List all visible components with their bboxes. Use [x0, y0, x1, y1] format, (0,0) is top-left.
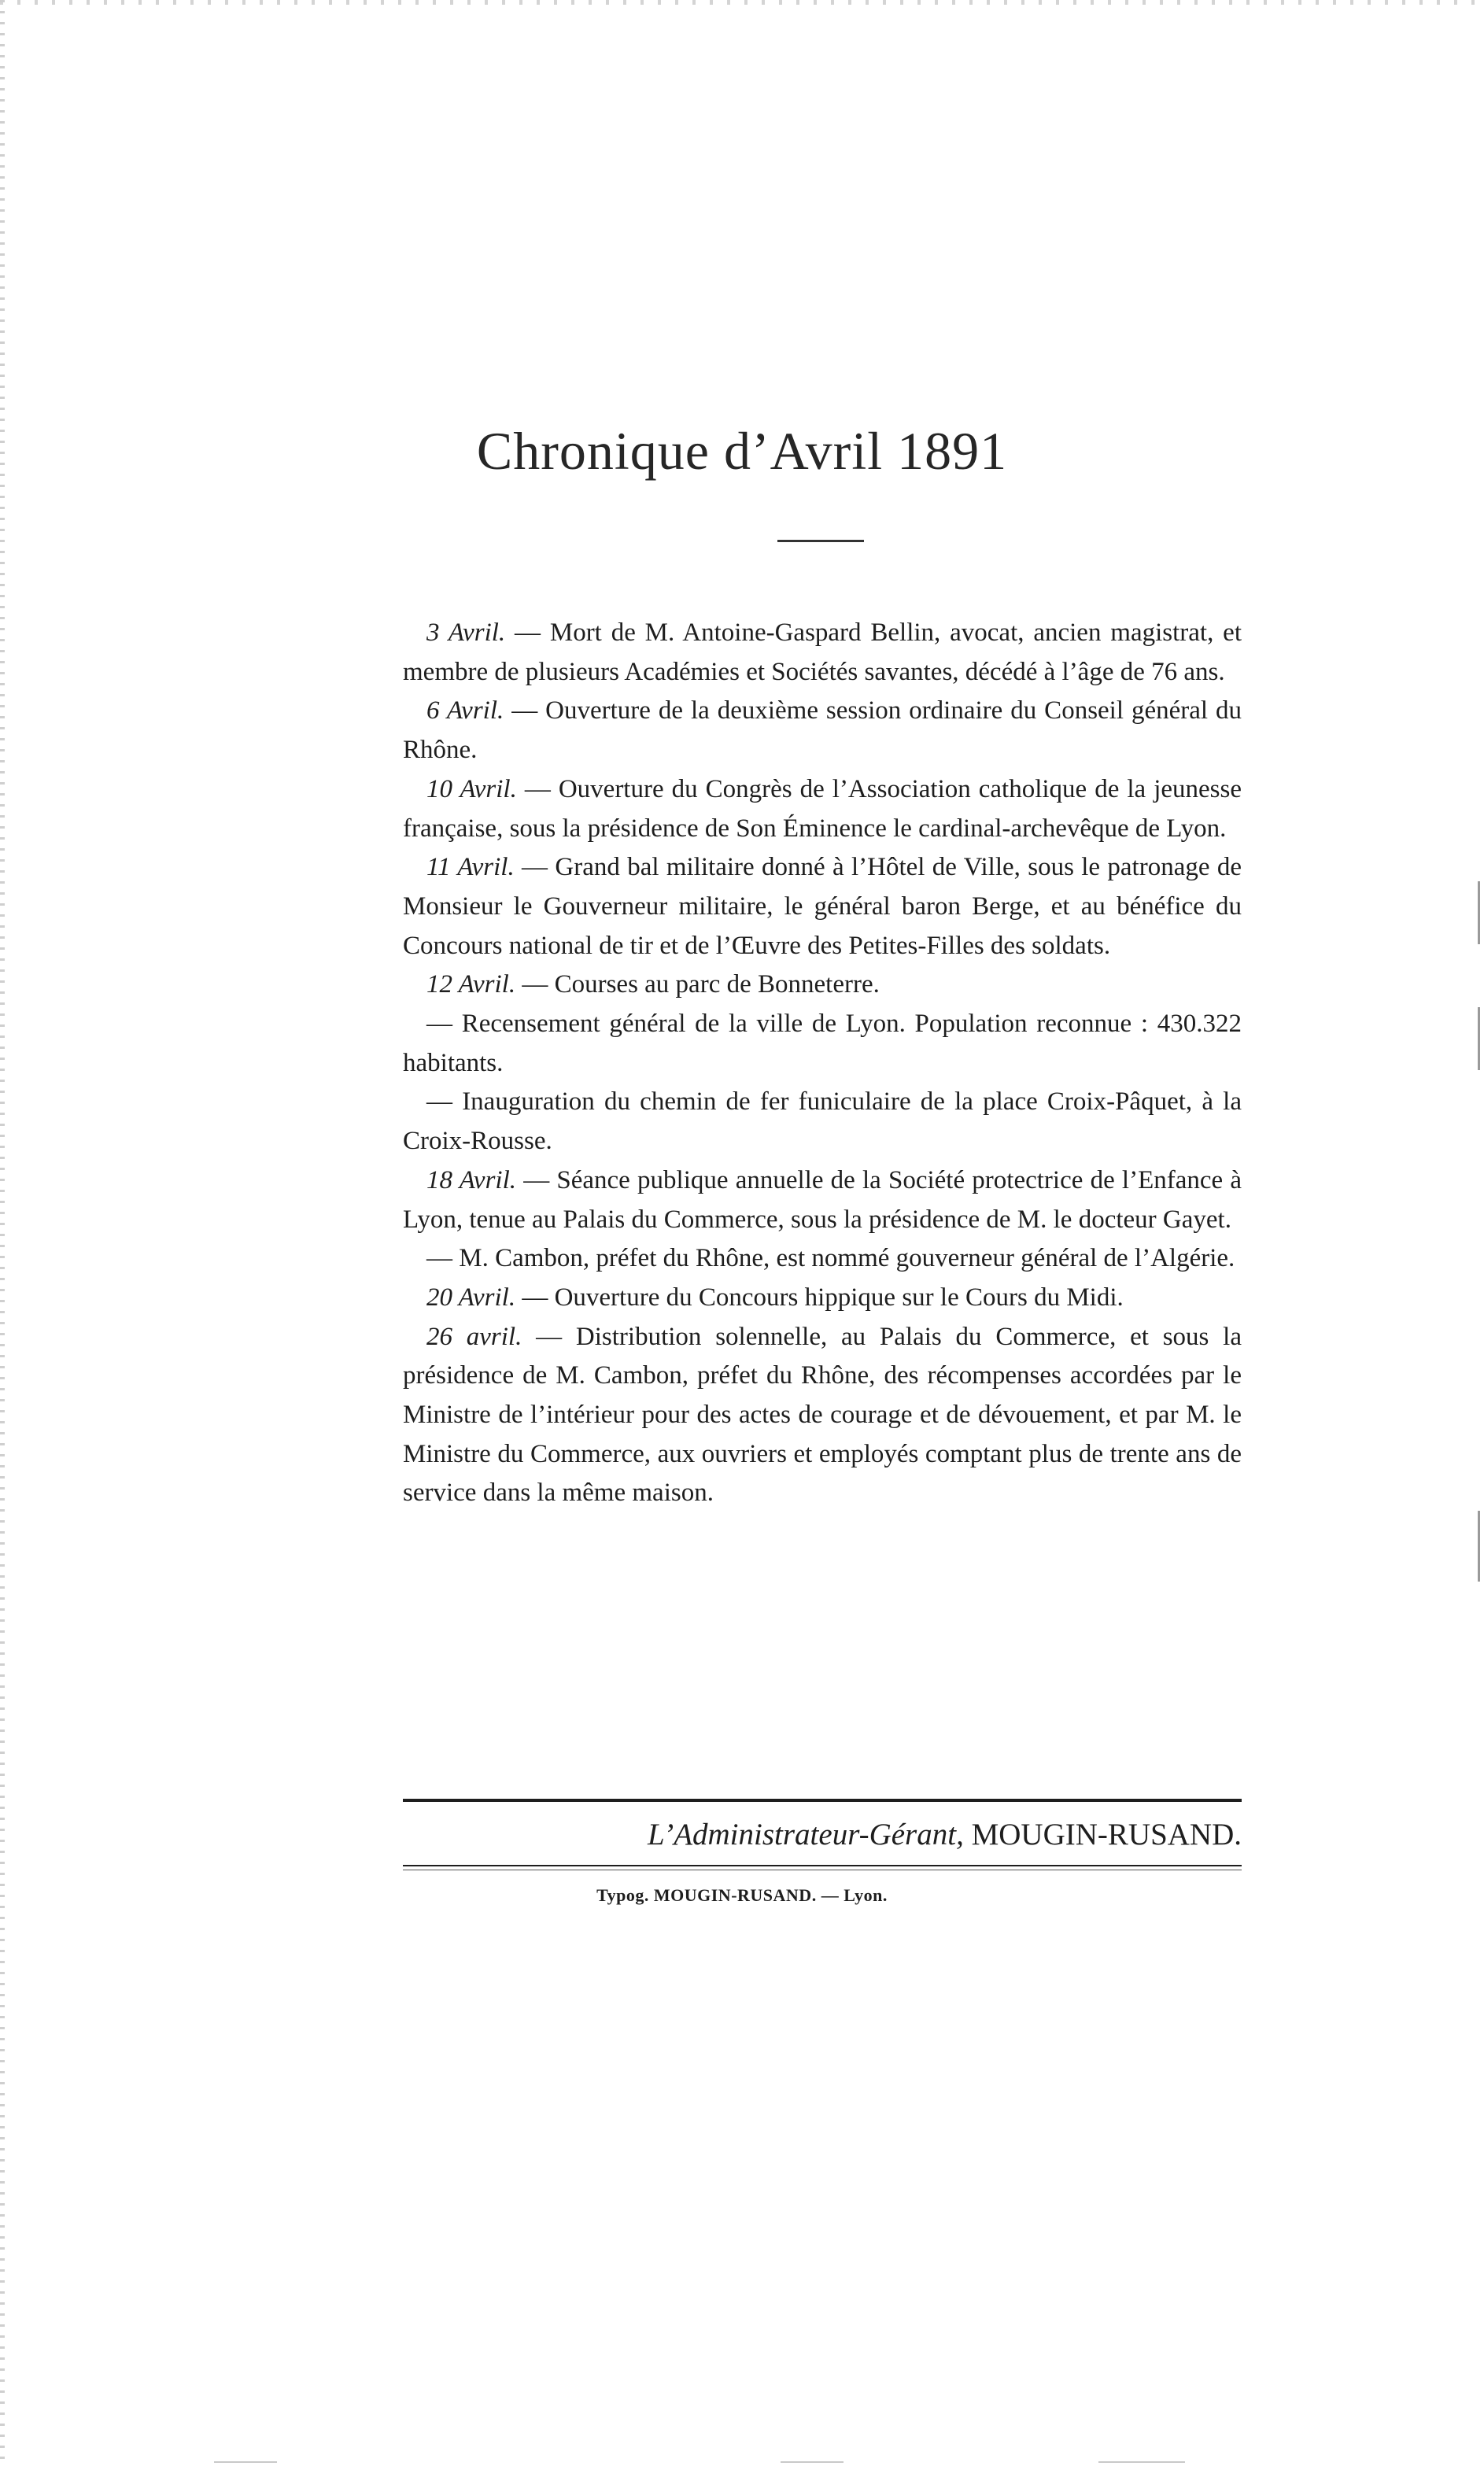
chronicle-entry — [403, 770, 1242, 848]
entry-text: — Grand bal militaire donné à l’Hôtel de Ville, sous le patronage de Monsieur le Gouverneur militaire, le général baron Berge, et au bénéfice du Concours national de tir et de l’Œuvre des Petites-Filles des soldats. — [403, 853, 1242, 960]
entry-text: — Courses au parc de Bonneterre. — [515, 970, 880, 999]
entry-text: — Recensement général de la ville de Lyon. Population reconnue : 430.322 habitants. — [403, 1010, 1242, 1077]
chronicle-entry — [403, 1005, 1242, 1083]
entry-text: — Ouverture du Concours hippique sur le Cours du Midi. — [515, 1283, 1124, 1312]
signature-bottom-rule — [403, 1865, 1242, 1866]
chronicle-entry — [403, 1279, 1242, 1318]
signature-name: MOUGIN-RUSAND. — [971, 1818, 1242, 1851]
scan-mark-bottom — [1098, 2461, 1185, 2463]
entry-text: — Distribution solennelle, au Palais du Commerce, et sous la présidence de M. Cambon, préfet du Rhône, des récompenses accordées par le Ministre de l’intérieur pour des actes de courage et de dévouement, et par M. le Ministre du Commerce, aux ouvriers et employés comptant plus de trente ans de service dans la même maison. — [403, 1322, 1242, 1508]
entry-date: 3 Avril. — [426, 618, 506, 647]
entry-date: 11 Avril. — [426, 853, 515, 882]
entry-date: 10 Avril. — [426, 774, 517, 803]
chronicle-entry — [403, 965, 1242, 1005]
chronicle-entry — [403, 848, 1242, 965]
entry-date: 20 Avril. — [426, 1283, 516, 1312]
chronicle-entry — [403, 1239, 1242, 1279]
scan-edge-left — [0, 0, 5, 2466]
entry-date: 12 Avril. — [426, 970, 516, 999]
printer-imprint: Typog. MOUGIN-RUSAND. — Lyon. — [596, 1885, 888, 1905]
chronicle-entry — [403, 1083, 1242, 1161]
entry-text: — M. Cambon, préfet du Rhône, est nommé gouverneur général de l’Algérie. — [426, 1244, 1235, 1273]
entry-text: — Inauguration du chemin de fer funiculaire de la place Croix-Pâquet, à la Croix-Rousse. — [403, 1087, 1242, 1156]
chronicle-entry — [403, 1318, 1242, 1514]
entry-date: 6 Avril. — [426, 696, 504, 725]
signature-line — [403, 1810, 1242, 1860]
chronicle-body — [403, 614, 1242, 1513]
entry-text: — Ouverture du Congrès de l’Association catholique de la jeunesse française, sous la présidence de Son Éminence le cardinal-archevêque de Lyon. — [403, 774, 1242, 843]
chronicle-entry — [403, 692, 1242, 770]
page-title: Chronique d’Avril 1891 — [476, 421, 1008, 481]
entry-date: 26 avril. — [426, 1322, 522, 1351]
title-divider — [777, 540, 864, 542]
scan-mark-bottom — [781, 2461, 844, 2463]
entry-date: 18 Avril. — [426, 1165, 517, 1194]
signature-top-rule — [403, 1799, 1242, 1802]
entry-text: — Séance publique annuelle de la Société protectrice de l’Enfance à Lyon, tenue au Palais du Commerce, sous la présidence de M. le docteur Gayet. — [403, 1165, 1242, 1234]
scan-mark-right — [1478, 881, 1480, 944]
scan-mark-right — [1478, 1007, 1480, 1070]
scan-mark-bottom — [214, 2461, 277, 2463]
chronicle-entry — [403, 1161, 1242, 1239]
signature-role: L’Administrateur-Gérant, — [647, 1818, 964, 1851]
scan-edge-top — [0, 0, 1484, 5]
scan-mark-right — [1478, 1511, 1480, 1582]
entry-text: — Mort de M. Antoine-Gaspard Bellin, avocat, ancien magistrat, et membre de plusieurs Académies et Sociétés savantes, décédé à l’âge de 76 ans. — [403, 618, 1242, 686]
chronicle-entry — [403, 614, 1242, 692]
entry-text: — Ouverture de la deuxième session ordinaire du Conseil général du Rhône. — [403, 696, 1242, 765]
